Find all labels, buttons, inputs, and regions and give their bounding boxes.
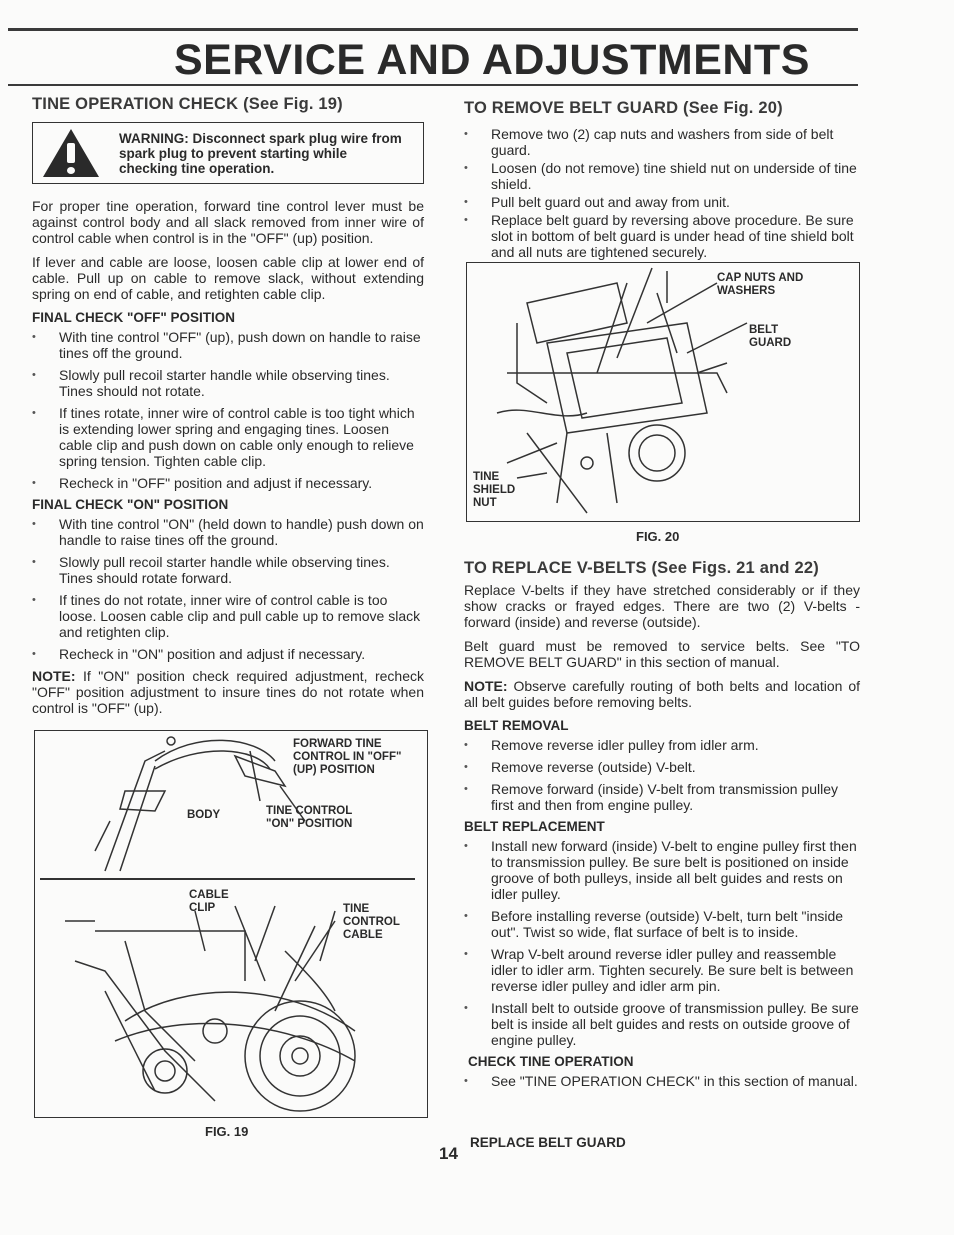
warning-exclamation-dot xyxy=(67,167,75,174)
belt-guard-list xyxy=(464,126,860,260)
list-item: • Recheck in "ON" position and adjust if necessary. xyxy=(32,646,424,662)
list-item: • Pull belt guard out and away from unit. xyxy=(464,194,860,210)
belt-removal-list xyxy=(464,737,860,813)
list-item: • If tines rotate, inner wire of control cable is too tight which is extending lower spring and engaging tines. Loosen cable clip and push down on cable only enough to relieve spring tension. Tighten cable clip. xyxy=(32,405,424,469)
top-rule xyxy=(8,28,858,31)
check-tine-operation-list xyxy=(464,1073,860,1089)
note-text: Observe carefully routing of both belts and location of all belt guides before removing belts. xyxy=(464,678,861,710)
remove-belt-guard-heading: TO REMOVE BELT GUARD (See Fig. 20) xyxy=(464,99,783,117)
figure-20 xyxy=(466,262,860,522)
callout-body: BODY xyxy=(187,809,221,821)
note-text: If "ON" position check required adjustment, recheck "OFF" position adjustment to insure tines do not rotate when control is "OFF" (up). xyxy=(32,668,424,716)
list-item: • Wrap V-belt around reverse idler pulley and reassemble idler to idler arm. Tighten securely. Be sure belt is between reverse idler pulley and idler arm pin. xyxy=(464,946,860,994)
callout-cap-nuts: CAP NUTS AND WASHERS xyxy=(717,272,804,297)
belt-removal-heading: BELT REMOVAL xyxy=(464,718,569,733)
list-item: • See "TINE OPERATION CHECK" in this section of manual. xyxy=(464,1073,860,1089)
left-column xyxy=(32,96,424,724)
list-item: • Replace belt guard by reversing above procedure. Be sure slot in bottom of belt guard is under head of tine shield bolt and all nuts are tightened securely. xyxy=(464,212,860,260)
on-position-list xyxy=(32,516,424,662)
off-position-list xyxy=(32,329,424,491)
figure-20-caption: FIG. 20 xyxy=(636,529,680,544)
replace-belt-guard-heading: REPLACE BELT GUARD xyxy=(470,1135,626,1150)
list-item: • With tine control "OFF" (up), push down on handle to raise tines off the ground. xyxy=(32,329,424,361)
belt-replacement-heading: BELT REPLACEMENT xyxy=(464,819,605,834)
callout-forward-tine: FORWARD TINE CONTROL IN "OFF" (UP) POSITION xyxy=(293,738,402,776)
list-item: • Slowly pull recoil starter handle while observing tines. Tines should not rotate. xyxy=(32,367,424,399)
page-number: 14 xyxy=(439,1144,458,1163)
off-position-heading: FINAL CHECK "OFF" POSITION xyxy=(32,310,236,325)
list-item: • Remove reverse (outside) V-belt. xyxy=(464,759,860,775)
title-underline xyxy=(8,84,858,86)
on-position-heading: FINAL CHECK "ON" POSITION xyxy=(32,497,229,512)
list-item: • Loosen (do not remove) tine shield nut on underside of tine shield. xyxy=(464,160,860,192)
callout-belt-guard: BELT GUARD xyxy=(749,324,792,349)
list-item: • Remove two (2) cap nuts and washers from side of belt guard. xyxy=(464,126,860,158)
belt-replacement-list xyxy=(464,838,860,1048)
list-item: • Recheck in "OFF" position and adjust if necessary. xyxy=(32,475,424,491)
list-item: • Slowly pull recoil starter handle while observing tines. Tines should rotate forward. xyxy=(32,554,424,586)
note-paragraph xyxy=(464,678,860,710)
warning-exclamation xyxy=(67,143,75,163)
tine-operation-heading: TINE OPERATION CHECK (See Fig. 19) xyxy=(32,95,343,113)
callout-cable-clip: CABLE CLIP xyxy=(189,889,229,914)
paragraph: Replace V-belts if they have stretched considerably or if they show cracks or frayed edges. There are two (2) V-belts - forward (inside) and reverse (outside). xyxy=(464,582,860,630)
callout-tine-shield-nut: TINE SHIELD NUT xyxy=(473,471,516,509)
paragraph: For proper tine operation, forward tine control lever must be against control body and all slack removed from inner wire of control cable when control is in the "OFF" (up) position. xyxy=(32,198,424,246)
callout-tine-control-cable: TINE CONTROL CABLE xyxy=(343,903,400,941)
list-item: • Remove forward (inside) V-belt from transmission pulley first and then from engine pulley. xyxy=(464,781,860,813)
paragraph: Belt guard must be removed to service belts. See "TO REMOVE BELT GUARD" in this section of manual. xyxy=(464,638,860,670)
list-item: • Install belt to outside groove of transmission pulley. Be sure belt is inside all belt guides and rests on outside groove of engine pulley. xyxy=(464,1000,860,1048)
warning-text: WARNING: Disconnect spark plug wire from spark plug to prevent starting while checking tine operation. xyxy=(119,131,402,176)
figure-19-caption: FIG. 19 xyxy=(205,1124,249,1139)
list-item: • Before installing reverse (outside) V-belt, turn belt "inside out". Twist so wide, flat surface of belt is to inside. xyxy=(464,908,860,940)
warning-box xyxy=(32,122,424,184)
right-column-lower xyxy=(464,560,860,1095)
note-label: NOTE: xyxy=(32,668,76,684)
callout-tine-control-on: TINE CONTROL "ON" POSITION xyxy=(266,805,353,830)
right-column xyxy=(464,100,860,268)
list-item: • Remove reverse idler pulley from idler arm. xyxy=(464,737,860,753)
list-item: • Install new forward (inside) V-belt to engine pulley first then to transmission pulley. Be sure belt is positioned on inside groove of both pulleys, inside all belt guides and rests on idler pulley. xyxy=(464,838,860,902)
list-item: • If tines do not rotate, inner wire of control cable is too loose. Loosen cable clip and pull cable up to remove slack and retighten clip. xyxy=(32,592,424,640)
check-tine-operation-heading: CHECK TINE OPERATION xyxy=(468,1054,634,1069)
figure-19 xyxy=(34,730,428,1118)
list-item: • With tine control "ON" (held down to handle) push down on handle to raise tines off the ground. xyxy=(32,516,424,548)
page-title: SERVICE AND ADJUSTMENTS xyxy=(174,36,810,84)
note-label: NOTE: xyxy=(464,678,508,694)
note-paragraph xyxy=(32,668,424,716)
paragraph: If lever and cable are loose, loosen cable clip at lower end of cable. Pull up on cable to remove slack, without extending spring on end of cable, and retighten cable clip. xyxy=(32,254,424,302)
replace-v-belts-heading: TO REPLACE V-BELTS (See Figs. 21 and 22) xyxy=(464,559,819,577)
